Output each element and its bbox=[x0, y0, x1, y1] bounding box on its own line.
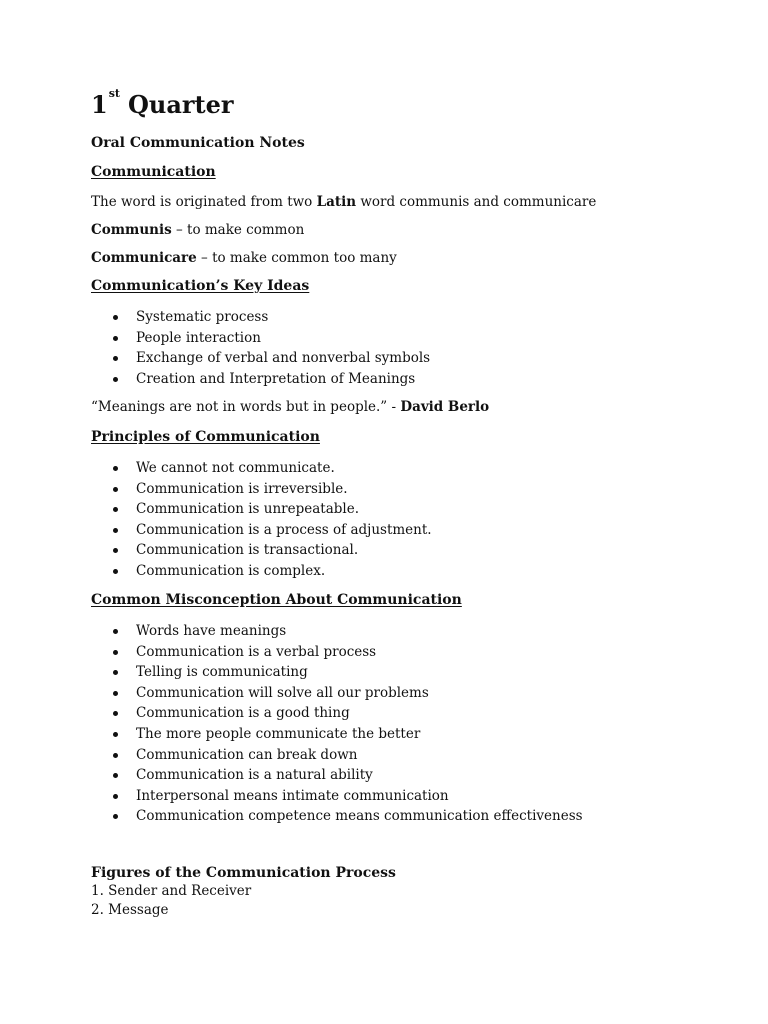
bullet-icon bbox=[113, 356, 118, 361]
list-item bbox=[91, 328, 430, 349]
bullet-icon bbox=[113, 548, 118, 553]
term-communis: Communis bbox=[91, 222, 172, 238]
bullet-icon bbox=[113, 377, 118, 382]
def-communis: – to make common bbox=[171, 222, 305, 238]
bullet-icon bbox=[113, 466, 118, 471]
quote-text: “Meanings are not in words but in people.” - bbox=[91, 399, 401, 415]
list-item bbox=[91, 683, 583, 704]
term-communicare: Communicare bbox=[91, 250, 197, 266]
bullet-icon bbox=[113, 315, 118, 320]
list-item bbox=[91, 561, 432, 582]
list-item bbox=[91, 458, 432, 479]
title-superscript: st bbox=[108, 87, 120, 100]
list-item-text: People interaction bbox=[136, 329, 261, 346]
list-item-text: Communication will solve all our problems bbox=[136, 684, 429, 701]
list-item bbox=[91, 479, 432, 500]
list-item bbox=[91, 540, 432, 561]
list-item bbox=[91, 307, 430, 328]
bullet-icon bbox=[113, 650, 118, 655]
list-item-text: Communication is a natural ability bbox=[136, 767, 373, 784]
bullet-icon bbox=[113, 814, 118, 819]
list-item bbox=[91, 786, 583, 807]
list-item-text: Communication can break down bbox=[136, 746, 358, 763]
page-title bbox=[91, 87, 234, 119]
list-item bbox=[91, 520, 432, 541]
misconceptions-list bbox=[91, 621, 583, 827]
list-item-text: Telling is communicating bbox=[136, 664, 308, 681]
bullet-icon bbox=[113, 753, 118, 758]
definition-communicare bbox=[91, 250, 397, 266]
figures-item-2: 2. Message bbox=[91, 902, 169, 918]
origin-text-pre: The word is originated from two bbox=[91, 194, 317, 210]
definition-communis bbox=[91, 222, 304, 238]
list-item-text: Communication is a process of adjustment. bbox=[136, 521, 432, 538]
list-item-text: Communication is transactional. bbox=[136, 542, 359, 559]
bullet-icon bbox=[113, 336, 118, 341]
list-item bbox=[91, 499, 432, 520]
list-item bbox=[91, 369, 430, 390]
list-item bbox=[91, 724, 583, 745]
list-item-text: Interpersonal means intimate communication bbox=[136, 787, 449, 804]
bullet-icon bbox=[113, 507, 118, 512]
bullet-icon bbox=[113, 691, 118, 696]
list-item bbox=[91, 642, 583, 663]
bullet-icon bbox=[113, 773, 118, 778]
heading-principles: Principles of Communication bbox=[91, 429, 320, 445]
list-item-text: We cannot not communicate. bbox=[136, 460, 335, 476]
list-item-text: Communication is a good thing bbox=[136, 705, 350, 722]
list-item bbox=[91, 745, 583, 766]
heading-figures: Figures of the Communication Process bbox=[91, 865, 396, 881]
heading-communication: Communication bbox=[91, 164, 216, 180]
origin-text-bold: Latin bbox=[316, 194, 357, 210]
quote-author: David Berlo bbox=[400, 399, 490, 415]
bullet-icon bbox=[113, 629, 118, 634]
list-item-text: Communication competence means communication effectiveness bbox=[136, 808, 583, 825]
list-item-text: Communication is irreversible. bbox=[136, 480, 348, 497]
title-word: Quarter bbox=[127, 90, 234, 119]
bullet-icon bbox=[113, 711, 118, 716]
def-communicare: – to make common too many bbox=[196, 250, 397, 266]
list-item bbox=[91, 806, 583, 827]
list-item bbox=[91, 662, 583, 683]
list-item bbox=[91, 348, 430, 369]
origin-paragraph bbox=[91, 194, 596, 210]
principles-list bbox=[91, 458, 432, 582]
document-subtitle: Oral Communication Notes bbox=[91, 135, 305, 151]
list-item-text: The more people communicate the better bbox=[136, 725, 421, 742]
list-item bbox=[91, 703, 583, 724]
bullet-icon bbox=[113, 528, 118, 533]
bullet-icon bbox=[113, 670, 118, 675]
heading-key-ideas: Communication’s Key Ideas bbox=[91, 278, 310, 294]
origin-text-post: word communis and communicare bbox=[356, 194, 597, 210]
figures-item-1: 1. Sender and Receiver bbox=[91, 883, 252, 899]
list-item-text: Creation and Interpretation of Meanings bbox=[136, 370, 416, 387]
list-item-text: Communication is a verbal process bbox=[136, 643, 377, 660]
key-ideas-list bbox=[91, 307, 430, 389]
bullet-icon bbox=[113, 487, 118, 492]
list-item-text: Words have meanings bbox=[136, 623, 287, 639]
list-item-text: Exchange of verbal and nonverbal symbols bbox=[136, 350, 431, 367]
list-item bbox=[91, 765, 583, 786]
title-number: 1 bbox=[91, 90, 108, 119]
list-item-text: Systematic process bbox=[136, 309, 269, 325]
berlo-quote bbox=[91, 399, 489, 415]
list-item bbox=[91, 621, 583, 642]
bullet-icon bbox=[113, 732, 118, 737]
bullet-icon bbox=[113, 794, 118, 799]
list-item-text: Communication is unrepeatable. bbox=[136, 501, 359, 518]
heading-misconceptions: Common Misconception About Communication bbox=[91, 592, 462, 608]
bullet-icon bbox=[113, 569, 118, 574]
list-item-text: Communication is complex. bbox=[136, 562, 326, 579]
